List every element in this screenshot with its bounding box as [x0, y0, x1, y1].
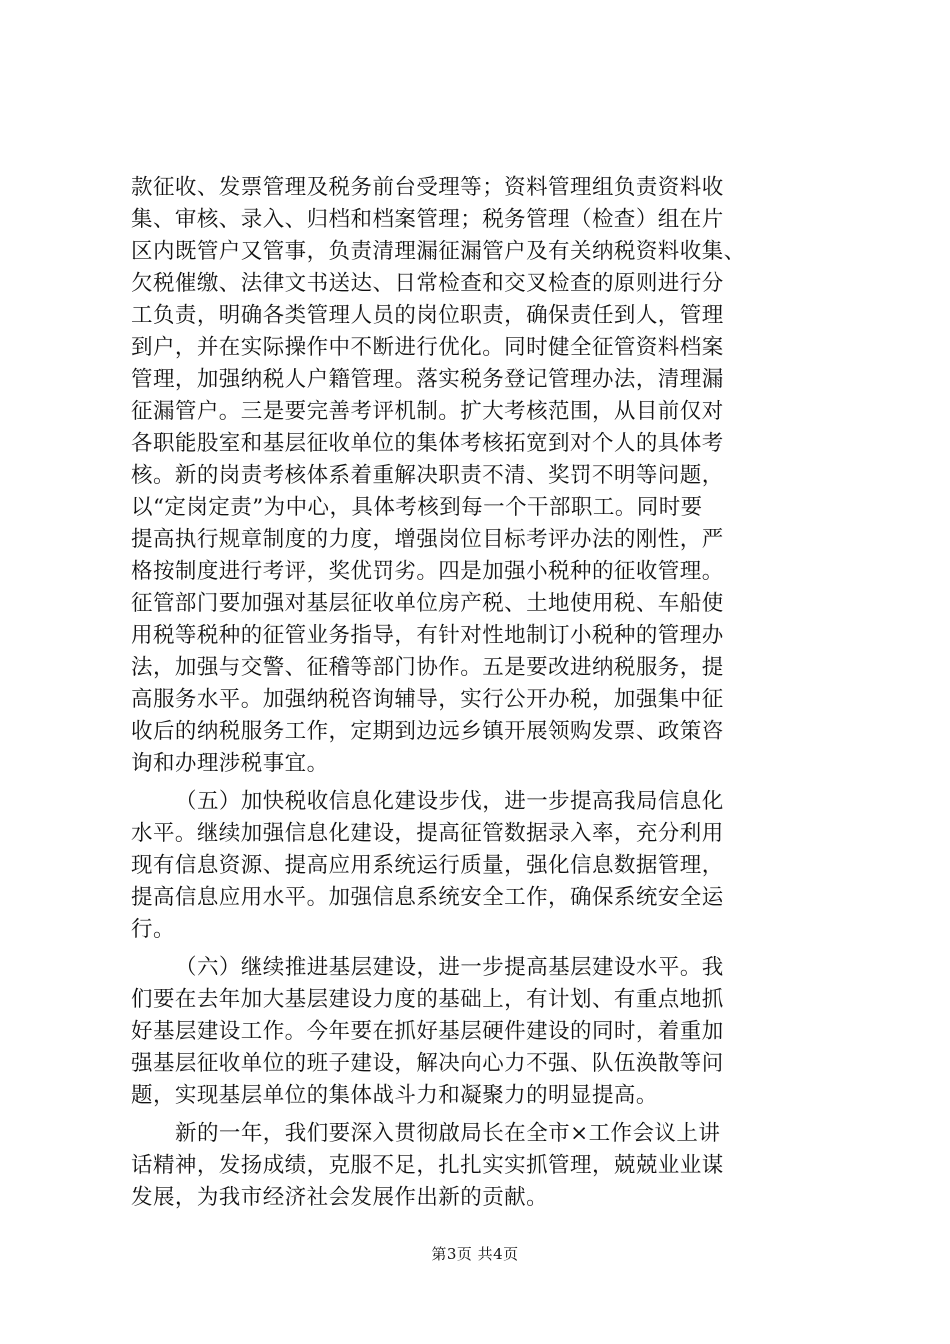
text-line: 用税等税种的征管业务指导，有针对性地制订小税种的管理办: [131, 623, 724, 648]
text-line: 好基层建设工作。今年要在抓好基层硬件建设的同时，着重加: [131, 1019, 724, 1044]
text-line: 款征收、发票管理及税务前台受理等；资料管理组负责资料收: [131, 175, 724, 200]
text-line: 格按制度进行考评，奖优罚劣。四是加强小税种的征收管理。: [131, 559, 724, 584]
text-line: 询和办理涉税事宜。: [131, 751, 329, 776]
text-line: 区内既管户又管事，负责清理漏征漏管户及有关纳税资料收集、: [131, 239, 746, 264]
page-number-footer: 第3页 共4页: [431, 1245, 519, 1263]
paragraph-conclusion: [131, 1118, 831, 1214]
text-line: 工负责，明确各类管理人员的岗位职责，确保责任到人，管理: [131, 303, 724, 328]
text-line: 现有信息资源、提高应用系统运行质量，强化信息数据管理，: [131, 853, 724, 878]
paragraph-informatization: [131, 786, 831, 946]
paragraph-grassroots-building: [131, 952, 831, 1112]
text-line: 高服务水平。加强纳税咨询辅导，实行公开办税，加强集中征: [131, 687, 724, 712]
text-line: 新的一年，我们要深入贯彻啟局长在全市×工作会议上讲: [175, 1121, 721, 1146]
text-line: 各职能股室和基层征收单位的集体考核拓宽到对个人的具体考: [131, 431, 724, 456]
text-line: 话精神，发扬成绩，克服不足，扎扎实实抓管理，兢兢业业谋: [131, 1153, 724, 1178]
text-line: 收后的纳税服务工作，定期到边远乡镇开展领购发票、政策咨: [131, 719, 724, 744]
text-line: 行。: [131, 917, 175, 942]
text-line: 集、审核、录入、归档和档案管理；税务管理（检查）组在片: [131, 207, 724, 232]
text-line: 发展，为我市经济社会发展作出新的贡献。: [131, 1185, 549, 1210]
text-line: 强基层征收单位的班子建设，解决向心力不强、队伍涣散等问: [131, 1051, 724, 1076]
paragraph-tax-management: [131, 172, 831, 780]
text-line: 征漏管户。三是要完善考评机制。扩大考核范围，从目前仅对: [131, 399, 724, 424]
text-line: 法，加强与交警、征稽等部门协作。五是要改进纳税服务，提: [131, 655, 724, 680]
text-line: 提高执行规章制度的力度，增强岗位目标考评办法的刚性，严: [131, 527, 724, 552]
text-line: 们要在去年加大基层建设力度的基础上，有计划、有重点地抓: [131, 987, 724, 1012]
text-line: 题，实现基层单位的集体战斗力和凝聚力的明显提高。: [131, 1083, 658, 1108]
text-line: 欠税催缴、法律文书送达、日常检查和交叉检查的原则进行分: [131, 271, 724, 296]
text-line: 到户，并在实际操作中不断进行优化。同时健全征管资料档案: [131, 335, 724, 360]
text-line: 水平。继续加强信息化建设，提高征管数据录入率，充分利用: [131, 821, 724, 846]
document-body: [131, 172, 831, 1214]
text-line: 管理，加强纳税人户籍管理。落实税务登记管理办法，清理漏: [131, 367, 724, 392]
text-line: （五）加快税收信息化建设步伐，进一步提高我局信息化: [175, 789, 724, 814]
text-line: 征管部门要加强对基层征收单位房产税、土地使用税、车船使: [131, 591, 724, 616]
text-line: （六）继续推进基层建设，进一步提高基层建设水平。我: [175, 955, 724, 980]
text-line: 核。新的岗责考核体系着重解决职责不清、奖罚不明等问题，: [131, 463, 724, 488]
text-line: 以“定岗定责”为中心，具体考核到每一个干部职工。同时要: [131, 495, 703, 520]
text-line: 提高信息应用水平。加强信息系统安全工作，确保系统安全运: [131, 885, 724, 910]
